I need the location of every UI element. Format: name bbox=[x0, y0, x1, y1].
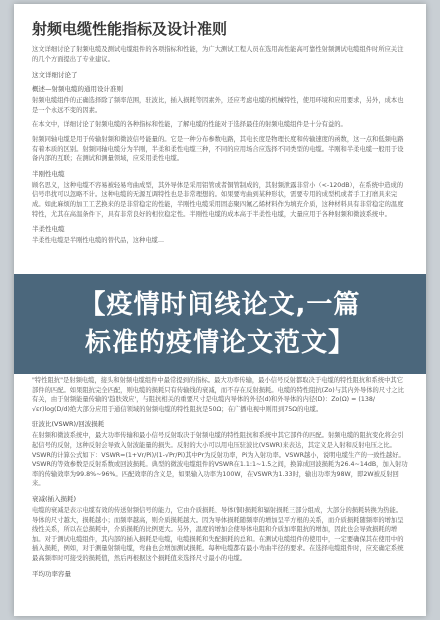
section-2-paragraph-1: 顾名思义，这种电缆不容易被轻易弯曲成型，其外导体是采用铝管或者铜管制成的，其射频泄露非常小（<-120dB），在系统中造成的信号串扰可以忽略不计。这种电缆的无源互调特性也是非常理想的。如果要弯曲到某种形状，需要专用的成型机或者手工打磨具来完成。如此麻烦的加工工艺换来的是非常稳定的性能，半刚性电缆采用固态聚四氟乙烯材料作为填充介质，这种材料具有非常稳定的温度特性，尤其在高温条件下，具有非常良好的相位稳定性。半刚性电缆的成本高于半柔性电缆，大量应用于各种射频和微波系统中。 bbox=[32, 181, 404, 218]
title-banner-overlay bbox=[14, 274, 426, 374]
lower-content bbox=[32, 376, 408, 581]
vswr-title: 驻波比(VSWR)/回波损耗 bbox=[32, 420, 105, 429]
intro-paragraph: 这文详细讨论了射频电缆及测试电缆组件的各项指标和性能，为广大测试工程人员在选用高性能高可靠性射频测试电缆组件时所应关注的几个方面提出了专业建议。 bbox=[32, 46, 404, 63]
banner-line-1: 【疫情时间线论文,一篇 bbox=[79, 290, 361, 320]
section-1-paragraph-3: 射频同轴电缆是用于传输射频和微波信号能量的。它是一种分布参数电路，其电长度是物理长度和传输速度的函数，这一点和低频电路有着本质的区别。射频同轴电缆分为半刚，半柔和柔性电缆三种，不同的应用场合应选择不同类型的电缆。半刚和半柔电缆一般用于设备内部的互联；在测试和测量领域，应采用柔性电缆。 bbox=[32, 135, 404, 163]
section-3-title: 半柔性电缆 bbox=[32, 225, 65, 234]
section-3-paragraph-1: 半柔性电缆是半刚性电缆的替代品，这种电缆... bbox=[32, 237, 164, 245]
section-1-paragraph-2: 在本文中，详细讨论了射频电缆的各种指标和性能，了解电缆的性能对于选择最佳的射频电缆组件是十分有益的。 bbox=[32, 121, 347, 129]
attenuation-paragraph: 电缆的衰减是表示电缆有效的传送射频信号的能力，它由介质损耗、导体(铜)损耗和辐射损耗三部分组成，大部分的损耗转换为热能。导体的尺寸越大，损耗越小；而频率越高，则介质损耗越大。因为导体损耗随频率的增加呈平方根的关系，而介质损耗随频率的增加呈线性关系，所以在总损耗中，介质损耗的比例更大。另外，温度的增加会使导体电阻和介质加率阻抗的增加，因此也会导致损耗的增加。对于测试电缆组件，其内部的插入损耗是电缆，电缆损耗和失配损耗的总和。在测试电缆组件的使用中，一定要确保其在使用中的插入损耗，例如，对于测量射频电缆，弯曲也会增加测试损耗。每种电缆都有最小弯曲半径的要求。在选择电缆组件时，应充确定系统最高频率时可接受的损耗值，然后再根据这个损耗值来选择尺寸最小的电缆。 bbox=[32, 506, 404, 562]
section-1-title: 概述—射频电缆的通用设计准则 bbox=[32, 85, 123, 94]
power-capacity-title: 平均功率容量 bbox=[32, 569, 71, 578]
impedance-paragraph: "特性阻抗"是射频电缆，接头和射频电缆组件中最常提到的指标。最大功率传输，最小信号反射都取决于电缆的特性阻抗和系统中其它部件的匹配。如果阻抗完全匹配，则电缆的损耗只有传输线的衰减，而不存在反射损耗。电缆的特性阻抗(Zo)与其内外导体的尺寸之比有关，由于射频能量传输的'趋肤效应'，与阻抗相关的重要尺寸是电缆内导体的外径(d)和外导体的内径(D)：Zo(Ω) = (138/√εr)log(D/d)绝大部分应用于通信领域的射频电缆的特性阻抗是50Ω；在广播电视中则用到75Ω的电缆。 bbox=[32, 377, 405, 413]
section-1-paragraph-1: 射频电缆组件的正确选择除了频率范围，驻波比，插入损耗等因素外，还应考虑电缆的机械特性，使用环境和应用要求，另外，成本也是一个永远不变的因素。 bbox=[32, 97, 404, 114]
vswr-paragraph: 在射频和微波系统中，最大功率传输和最小信号反射取决于射频电缆的特性阻抗和系统中其它部件的匹配。射频电缆的阻抗变化将会引起信号的反射，这种反射会导致入射波能量的损失。反射的大小可以用电压驻波比(VSWR)来表达，其定义是入射和反射电压之比。VSWR的计算公式如下：VSWR=(1+Vr/Pi)/(1-√Pr/Pi)其中Pr为反射功率，Pi为入射功率。VSWR越小，说明电缆生产的一致性越好。VSWR的等效参数是反射系数或回波损耗。典型的微波电缆组件的VSWR在1.1:1~1.5之间，换算成回波损耗为26.4~14dB，加入射功率的传输效率为99.8%~96%。匹配效率的含义是，如果输入功率为100W，在VSWR为1.33时，输出功率为98W，即2W被反射回来。 bbox=[32, 432, 408, 488]
section-2-title: 半刚性电缆 bbox=[32, 169, 65, 178]
document-content bbox=[14, 4, 426, 246]
banner-line-2: 标准的疫情论文范文】 bbox=[84, 328, 355, 358]
document-page bbox=[14, 4, 426, 616]
section-heading: 这文详细讨论了 bbox=[32, 71, 78, 80]
attenuation-title: 衰减(插入损耗) bbox=[32, 494, 77, 503]
document-title: 射频电缆性能指标及设计准则 bbox=[32, 20, 228, 38]
